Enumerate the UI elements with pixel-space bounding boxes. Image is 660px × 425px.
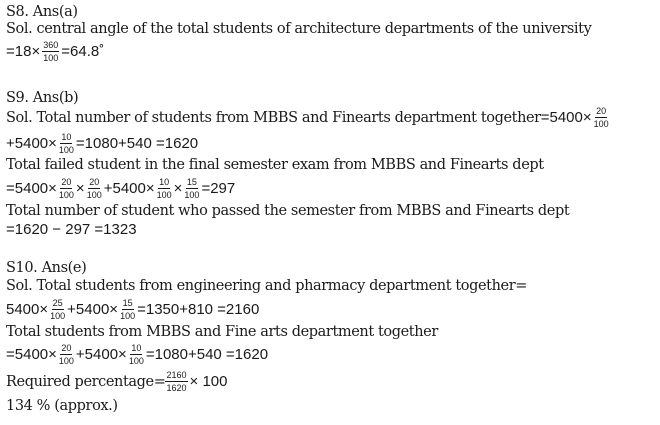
calc-result: =1620 − 297 =1323 [6, 221, 137, 238]
numerator: 15 [186, 177, 197, 187]
s9-failed-label [6, 155, 544, 175]
fraction [87, 177, 102, 200]
s9-solution-text: Sol. Total number of students from MBBS and Finearts department together [6, 109, 541, 126]
calc-part: +5400× [67, 300, 119, 318]
calc-part: +5400× [103, 179, 155, 197]
calc-result: =1080+540 =1620 [75, 134, 199, 152]
numerator: 10 [159, 177, 170, 187]
s9-failed-calculation [6, 177, 235, 200]
numerator: 20 [61, 177, 72, 187]
numerator: 20 [89, 177, 100, 187]
denominator: 100 [50, 311, 66, 321]
s8-solution-text: Sol. central angle of the total students of architecture departments of the university [6, 21, 592, 37]
denominator: 100 [128, 356, 144, 366]
fraction [184, 177, 199, 200]
numerator: 10 [61, 132, 72, 142]
numerator: 20 [596, 106, 607, 116]
denominator: 1620 [166, 383, 187, 393]
denominator: 100 [58, 356, 74, 366]
s8-heading-text: S8. Ans(a) [6, 4, 78, 20]
calc-result: =1350+810 =2160 [137, 300, 260, 318]
numerator: 20 [61, 343, 72, 353]
s9-heading [6, 88, 78, 108]
denominator: 100 [156, 190, 172, 200]
denominator: 100 [43, 53, 59, 63]
calc-part: =5400× [6, 179, 57, 197]
s10-heading [6, 258, 86, 278]
s10-mbbs-text: Total students from MBBS and Fine arts department together [6, 324, 438, 340]
fraction [59, 343, 74, 366]
s10-result-text: 134 % (approx.) [6, 398, 118, 414]
s8-solution [6, 19, 591, 39]
s9-total-calculation [6, 132, 198, 155]
denominator: 100 [58, 190, 74, 200]
denominator: 100 [593, 119, 609, 129]
fraction [165, 370, 187, 393]
calc-part: =5400× [6, 345, 57, 363]
s9-passed-label [6, 201, 569, 221]
s10-heading-text: S10. Ans(e) [6, 260, 87, 276]
calc-result: =297 [201, 179, 236, 197]
numerator: 10 [131, 343, 142, 353]
s8-calc-result: =64.8˚ [61, 42, 105, 60]
s8-calc-prefix: =18× [6, 42, 41, 60]
s10-eng-calculation [6, 298, 259, 321]
s10-solution [6, 276, 527, 296]
fraction [129, 343, 144, 366]
s9-solution-math: =5400× [540, 108, 592, 126]
calc-part: +5400× [75, 345, 127, 363]
percent-label: Required percentage= [6, 373, 166, 390]
s9-passed-calculation [6, 220, 137, 240]
s10-mbbs-calculation [6, 343, 268, 366]
s10-mbbs-label [6, 322, 438, 342]
s9-solution [6, 106, 611, 129]
percent-multiplier: × 100 [189, 372, 228, 390]
fraction [120, 298, 135, 321]
calc-part: +5400× [6, 134, 57, 152]
fraction [157, 177, 172, 200]
fraction [594, 106, 609, 129]
denominator: 100 [120, 311, 136, 321]
calc-part: 5400× [6, 300, 49, 318]
s9-failed-text: Total failed student in the final semester exam from MBBS and Finearts dept [6, 157, 544, 173]
numerator: 15 [122, 298, 133, 308]
fraction [42, 40, 59, 63]
numerator: 25 [52, 298, 63, 308]
s8-calculation [6, 40, 104, 63]
fraction [59, 132, 74, 155]
s9-passed-text: Total number of student who passed the semester from MBBS and Finearts dept [6, 203, 570, 219]
denominator: 100 [184, 190, 200, 200]
s10-result [6, 396, 118, 416]
calc-part: × [75, 179, 85, 197]
fraction [59, 177, 74, 200]
fraction [50, 298, 65, 321]
denominator: 100 [58, 145, 74, 155]
numerator: 360 [43, 40, 59, 50]
numerator: 2160 [166, 370, 187, 380]
s10-percent-calculation [6, 370, 227, 393]
denominator: 100 [86, 190, 102, 200]
calc-result: =1080+540 =1620 [145, 345, 269, 363]
calc-part: × [173, 179, 183, 197]
s10-solution-text: Sol. Total students from engineering and pharmacy department together= [6, 278, 528, 294]
s9-heading-text: S9. Ans(b) [6, 90, 79, 106]
